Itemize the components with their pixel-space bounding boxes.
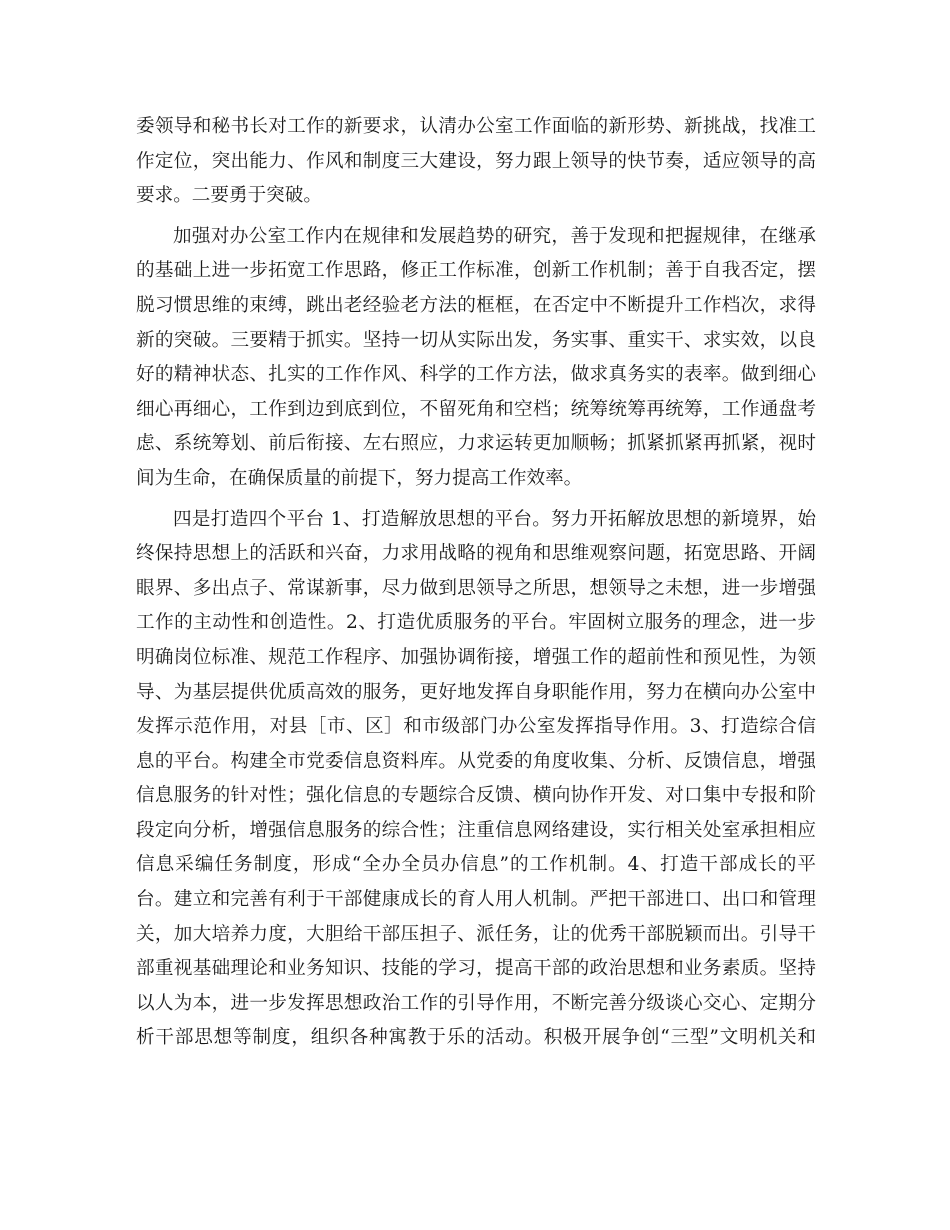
paragraph: [136, 503, 816, 1057]
text-line: 委领导和秘书长对工作的新要求，认清办公室工作面临的新形势、新挑战，找准工: [136, 116, 816, 137]
text-line: 析干部思想等制度，组织各种寓教于乐的活动。积极开展争创“三型”文明机关和: [136, 1027, 816, 1049]
text-line: 细心再细心，工作到边到底到位，不留死角和空档；统筹统筹再统筹，工作通盘考: [136, 398, 816, 420]
paragraph: [136, 220, 816, 497]
text-line: 信息采编任务制度，形成“全办全员办信息”的工作机制。4、打造干部成长的平: [136, 854, 816, 876]
text-line: 发挥示范作用，对县［市、区］和市级部门办公室发挥指导作用。3、打造综合信: [136, 716, 816, 738]
text-line: 台。建立和完善有利于干部健康成长的育人用人机制。严把干部进口、出口和管理: [136, 889, 816, 911]
text-line: 息的平台。构建全市党委信息资料库。从党委的角度收集、分析、反馈信息，增强: [136, 750, 816, 772]
body-text: [136, 110, 816, 1056]
text-line: 关，加大培养力度，大胆给干部压担子、派任务，让的优秀干部脱颖而出。引导干: [136, 923, 816, 945]
text-line: 虑、系统筹划、前后衔接、左右照应，力求运转更加顺畅；抓紧抓紧再抓紧，视时: [136, 433, 816, 455]
text-line: 工作的主动性和创造性。2、打造优质服务的平台。牢固树立服务的理念，进一步: [136, 612, 816, 634]
text-line: 部重视基础理论和业务知识、技能的学习，提高干部的政治思想和业务素质。坚持: [136, 958, 816, 980]
paragraph: [136, 110, 816, 214]
text-line: 导、为基层提供优质高效的服务，更好地发挥自身职能作用，努力在横向办公室中: [136, 681, 816, 703]
text-line: 终保持思想上的活跃和兴奋，力求用战略的视角和思维观察问题，拓宽思路、开阔: [136, 543, 816, 565]
text-line: 的基础上进一步拓宽工作思路，修正工作标准，创新工作机制；善于自我否定，摆: [136, 260, 816, 282]
text-line: 信息服务的针对性；强化信息的专题综合反馈、横向协作开发、对口集中专报和阶: [136, 785, 816, 807]
text-line: 加强对办公室工作内在规律和发展趋势的研究，善于发现和把握规律，在继承: [173, 225, 816, 247]
text-line: 作定位，突出能力、作风和制度三大建设，努力跟上领导的快节奏，适应领导的高: [136, 150, 816, 172]
text-line: 四是打造四个平台 1、打造解放思想的平台。努力开拓解放思想的新境界，始: [173, 508, 816, 530]
text-line: 以人为本，进一步发挥思想政治工作的引导作用，不断完善分级谈心交心、定期分: [136, 992, 816, 1014]
text-line: 新的突破。三要精于抓实。坚持一切从实际出发，务实事、重实干、求实效，以良: [136, 329, 816, 351]
text-line: 眼界、多出点子、常谋新事，尽力做到思领导之所思，想领导之未想，进一步增强: [136, 577, 816, 599]
text-line: 好的精神状态、扎实的工作作风、科学的工作方法，做求真务实的表率。做到细心: [136, 364, 816, 386]
text-line: 间为生命，在确保质量的前提下，努力提高工作效率。: [136, 467, 583, 489]
text-line: 段定向分析，增强信息服务的综合性；注重信息网络建设，实行相关处室承担相应: [136, 819, 816, 841]
text-line: 脱习惯思维的束缚，跳出老经验老方法的框框，在否定中不断提升工作档次，求得: [136, 294, 816, 316]
text-line: 明确岗位标准、规范工作程序、加强协调衔接，增强工作的超前性和预见性，为领: [136, 646, 816, 668]
text-line: 要求。二要勇于突破。: [136, 185, 322, 207]
